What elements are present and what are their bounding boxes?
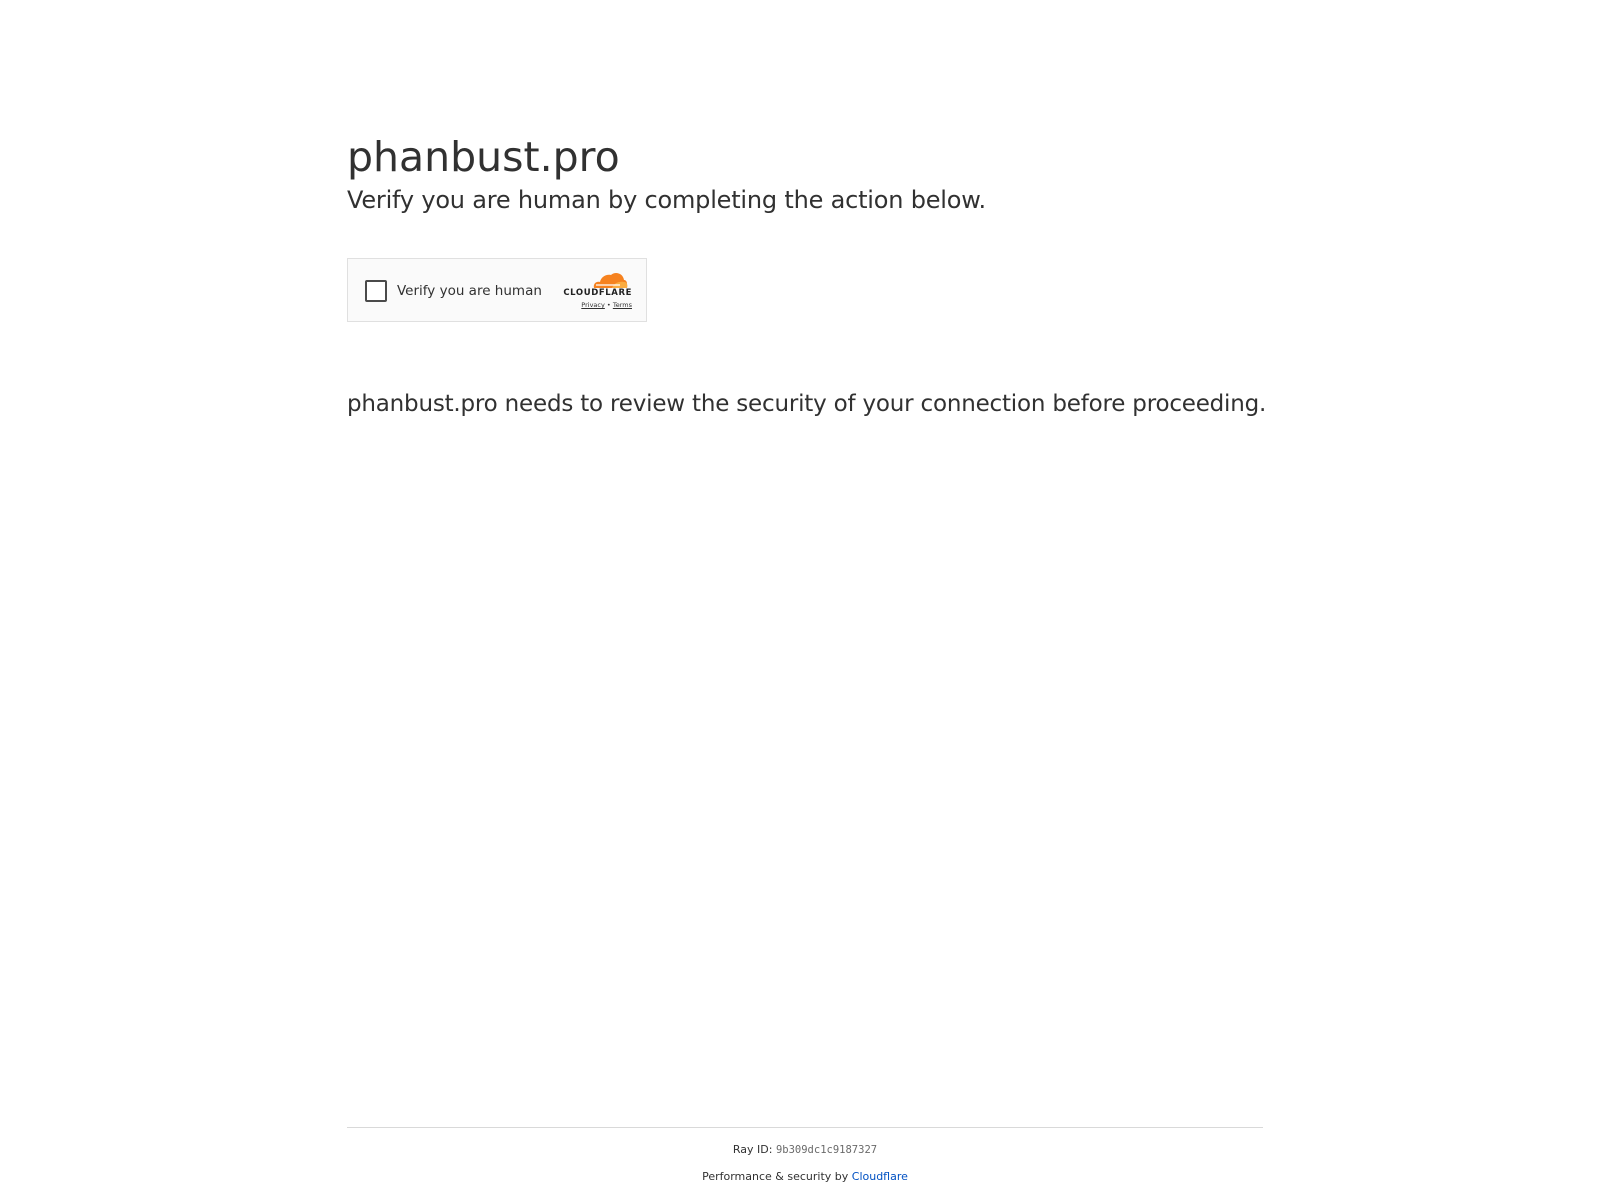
cloudflare-wordmark: CLOUDFLARE [563,288,632,298]
privacy-link[interactable]: Privacy [581,301,605,309]
performance-line [347,1169,1263,1185]
widget-links [554,301,632,309]
cloudflare-link[interactable]: Cloudflare [851,1170,908,1183]
page-subtitle: Verify you are human by completing the action below. [347,186,986,214]
cloudflare-logo [554,269,634,315]
main-content [347,132,1267,417]
turnstile-widget [347,258,647,322]
cloudflare-logo-icon [590,269,628,289]
ray-id-value: 9b309dc1c9187327 [775,1144,878,1156]
terms-link[interactable]: Terms [612,301,632,309]
performance-label: Performance & security by [702,1170,849,1183]
footer [347,1127,1263,1183]
security-notice: phanbust.pro needs to review the security of your connection before proceeding. [347,391,1267,417]
site-title: phanbust.pro [347,133,620,181]
verify-checkbox[interactable] [365,280,387,302]
link-separator: • [606,301,611,309]
verify-checkbox-label[interactable]: Verify you are human [397,283,542,299]
ray-id-label: Ray ID: [732,1143,773,1156]
ray-id-line [347,1142,1263,1158]
